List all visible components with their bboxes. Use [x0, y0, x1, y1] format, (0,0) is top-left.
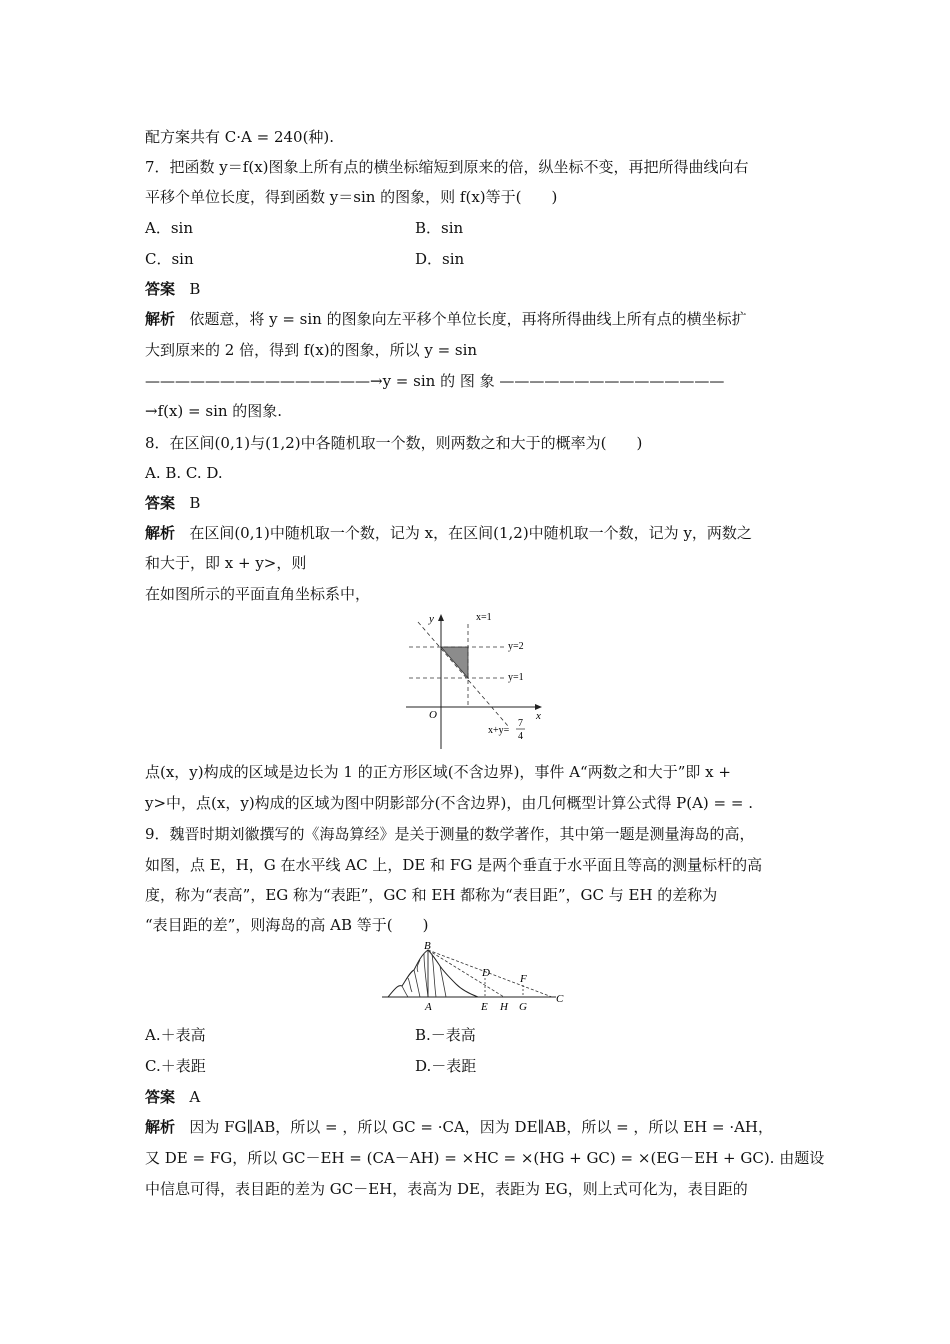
question-9-line-2: 如图，点 E，H，G 在水平线 AC 上，DE 和 FG 是两个垂直于水平面且等高的测量标杆的高 [145, 856, 763, 874]
question-9-line-1: 9．魏晋时期刘徽撰写的《海岛算经》是关于测量的数学著作，其中第一题是测量海岛的高， [145, 825, 755, 843]
solution-text: 在区间(0,1)中随机取一个数，记为 x，在区间(1,2)中随机取一个数，记为 y，两数之 [189, 524, 752, 542]
q7-option-a: A．sin [145, 219, 193, 237]
question-7-line-2: 平移个单位长度，得到函数 y＝sin 的图象，则 f(x)等于( ) [145, 188, 558, 206]
solution-9-line-3: 中信息可得，表目距的差为 GC－EH，表高为 DE，表距为 EG，则上式可化为，表目距的 [145, 1180, 748, 1198]
solution-9-line-1 [145, 1117, 773, 1137]
answer-value: B [189, 494, 201, 512]
solution-8-line-4: 点(x，y)构成的区域是边长为 1 的正方形区域(不含边界)，事件 A“两数之和大于”即 x + [145, 763, 731, 781]
y-axis-label: y [429, 613, 434, 625]
answer-8 [145, 493, 200, 513]
answer-label: 答案 [145, 1088, 176, 1106]
island-outline [388, 950, 478, 997]
q7-option-c: C．sin [145, 250, 194, 268]
answer-label: 答案 [145, 494, 176, 512]
label-y-eq-2: y=2 [508, 641, 524, 652]
fraction-numerator: 7 [518, 718, 523, 729]
solution-8-line-3: 在如图所示的平面直角坐标系中， [145, 585, 371, 603]
q9-option-c: C.＋表距 [145, 1057, 206, 1075]
solution-label: 解析 [145, 524, 176, 542]
y-axis-arrow [438, 614, 444, 621]
sight-line-bh [428, 950, 504, 997]
solution-label: 解析 [145, 310, 176, 328]
point-f-label: F [520, 973, 527, 985]
q7-option-b: B．sin [415, 219, 464, 237]
x-axis-label: x [536, 710, 541, 722]
q9-option-b: B.－表高 [415, 1026, 476, 1044]
solution-7-line-2: 大到原来的 2 倍，得到 f(x)的图象，所以 y = sin [145, 341, 478, 359]
solution-7-line-1 [145, 309, 747, 329]
shaded-region [441, 647, 468, 678]
origin-label: O [429, 709, 437, 721]
solution-text: 依题意，将 y = sin 的图象向左平移个单位长度，再将所得曲线上所有点的横坐标扩 [189, 310, 747, 328]
q9-option-a: A.＋表高 [145, 1026, 206, 1044]
solution-7-line-4: →f(x) = sin 的图象. [145, 402, 283, 420]
line-01: 配方案共有 C·A = 240(种). [145, 128, 335, 146]
label-y-eq-1: y=1 [508, 672, 524, 683]
q8-options: A. B. C. D. [145, 464, 223, 482]
label-x-eq-1: x=1 [476, 612, 492, 623]
solution-label: 解析 [145, 1118, 176, 1136]
point-h-label: H [500, 1001, 508, 1013]
question-7-line-1: 7．把函数 y＝f(x)图象上所有点的横坐标缩短到原来的倍，纵坐标不变，再把所得曲线向右 [145, 158, 749, 176]
solution-9-line-2: 又 DE = FG，所以 GC－EH = (CA－AH) = ×HC = ×(HG + GC) = ×(EG－EH + GC). 由题设 [145, 1149, 825, 1167]
answer-9 [145, 1087, 200, 1107]
fraction-denominator: 4 [518, 731, 523, 742]
question-9-line-4: “表目距的差”，则海岛的高 AB 等于( ) [145, 916, 429, 934]
answer-value: B [189, 280, 201, 298]
q7-option-d: D．sin [415, 250, 465, 268]
point-e-label: E [481, 1001, 488, 1013]
point-c-label: C [556, 993, 564, 1005]
answer-value: A [189, 1088, 201, 1106]
label-x-plus-y: x+y= [488, 725, 510, 736]
solution-text: 因为 FG∥AB，所以 = ，所以 GC = ·CA，因为 DE∥AB，所以 = ，所以 EH = ·AH， [189, 1118, 774, 1136]
q9-option-d: D.－表距 [415, 1057, 477, 1075]
point-b-label: B [424, 940, 431, 952]
solution-8-line-2: 和大于，即 x + y>，则 [145, 554, 307, 572]
solution-8-line-1 [145, 523, 752, 543]
island-figure [380, 940, 570, 1015]
point-a-label: A [425, 1001, 432, 1013]
solution-7-line-3: ———————————————→y = sin 的 图 象 ——————————————— [145, 372, 725, 390]
question-9-line-3: 度，称为“表高”，EG 称为“表距”，GC 和 EH 都称为“表目距”，GC 与 EH 的差称为 [145, 886, 718, 904]
question-8: 8．在区间(0,1)与(1,2)中各随机取一个数，则两数之和大于的概率为( ) [145, 434, 643, 452]
answer-7 [145, 279, 200, 299]
coordinate-figure [400, 608, 550, 753]
solution-8-line-5: y>中，点(x，y)构成的区域为图中阴影部分(不含边界)，由几何概型计算公式得 P(A) = = . [145, 794, 753, 812]
point-g-label: G [519, 1001, 527, 1013]
point-d-label: D [482, 967, 490, 979]
answer-label: 答案 [145, 280, 176, 298]
